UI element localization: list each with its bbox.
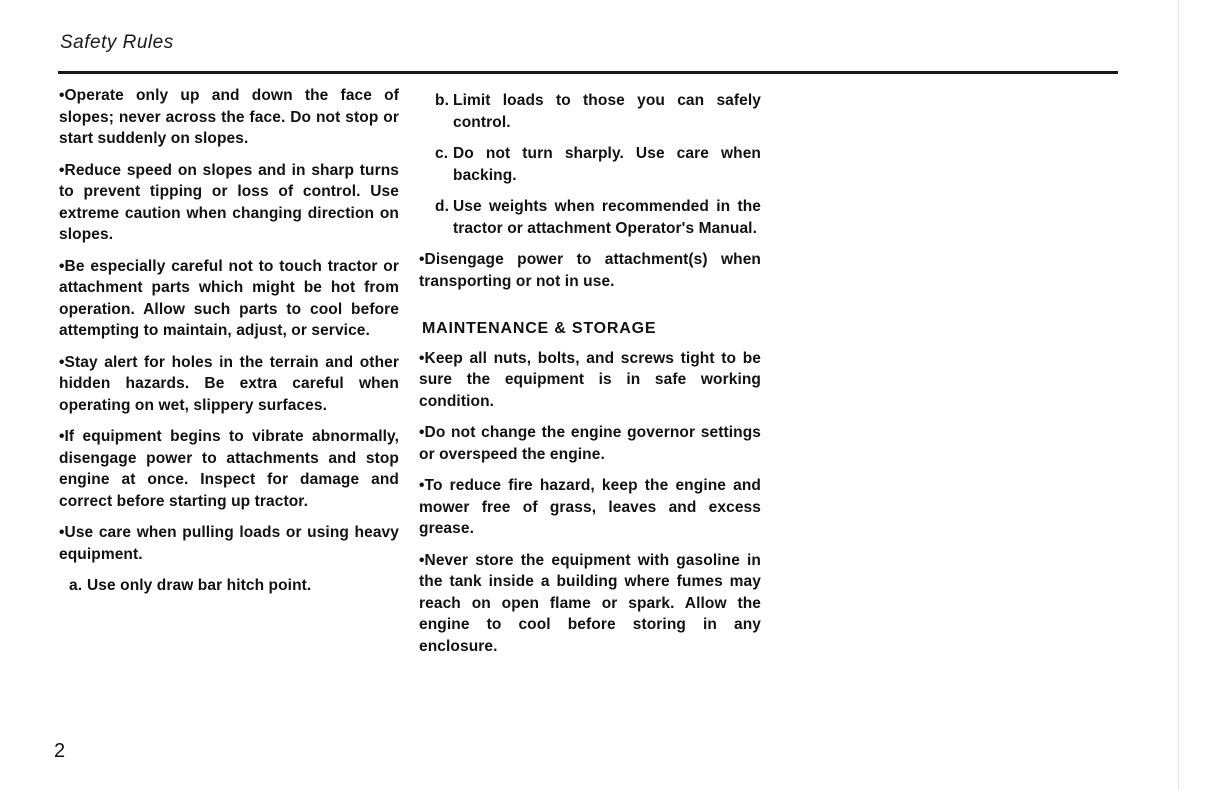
sub-item-text: Use weights when recommended in the tractor or attachment Operator's Manual. [453, 198, 761, 237]
page-edge-line [1178, 0, 1179, 790]
safety-rule-item: •If equipment begins to vibrate abnormally, disengage power to attachments and stop engine at once. Inspect for damage and correct before starting up tractor. [59, 428, 399, 510]
maintenance-rule-item: •Do not change the engine governor settings or overspeed the engine. [419, 424, 761, 463]
maintenance-rule-item: •Keep all nuts, bolts, and screws tight to be sure the equipment is in safe working condition. [419, 349, 761, 410]
safety-rule-item: •Disengage power to attachment(s) when transporting or not in use. [419, 251, 761, 290]
safety-rule-item: •Operate only up and down the face of slopes; never across the face. Do not stop or start suddenly on slopes. [59, 87, 399, 147]
maintenance-rule-item: •Never store the equipment with gasoline in the tank inside a building where fumes may reach on open flame or spark. Allow the engine to cool before storing in any enclosure. [419, 551, 761, 655]
safety-rule-item: •Reduce speed on slopes and in sharp turns to prevent tipping or loss of control. Use extreme caution when changing direction on slopes. [59, 161, 399, 243]
sub-item-text: Use only draw bar hitch point. [87, 577, 312, 594]
safety-rule-item: •Be especially careful not to touch tractor or attachment parts which might be hot from operation. Allow such parts to cool before attempting to maintain, adjust, or service. [59, 257, 399, 339]
sub-item-letter: d. [435, 198, 449, 215]
sub-item-letter: c. [435, 145, 449, 162]
page-number: 2 [54, 740, 66, 762]
maintenance-rule-item: •To reduce fire hazard, keep the engine and mower free of grass, leaves and excess grease. [419, 477, 761, 537]
safety-sub-item [435, 196, 761, 239]
sub-item-letter: b. [435, 92, 449, 109]
left-column [59, 85, 399, 607]
safety-sub-item [435, 143, 761, 186]
safety-sub-item [69, 575, 399, 597]
header-divider [58, 71, 1118, 74]
safety-sub-item [435, 90, 761, 133]
right-column [419, 85, 761, 667]
page-title: Safety Rules [60, 32, 174, 53]
safety-rule-item: •Stay alert for holes in the terrain and other hidden hazards. Be extra careful when operating on wet, slippery surfaces. [59, 353, 399, 414]
sub-item-text: Do not turn sharply. Use care when backing. [453, 145, 761, 184]
section-heading-maintenance: MAINTENANCE & STORAGE [422, 320, 657, 337]
safety-rule-item: •Use care when pulling loads or using heavy equipment. [59, 524, 399, 563]
sub-item-text: Limit loads to those you can safely control. [453, 92, 761, 131]
sub-item-letter: a. [69, 577, 83, 594]
